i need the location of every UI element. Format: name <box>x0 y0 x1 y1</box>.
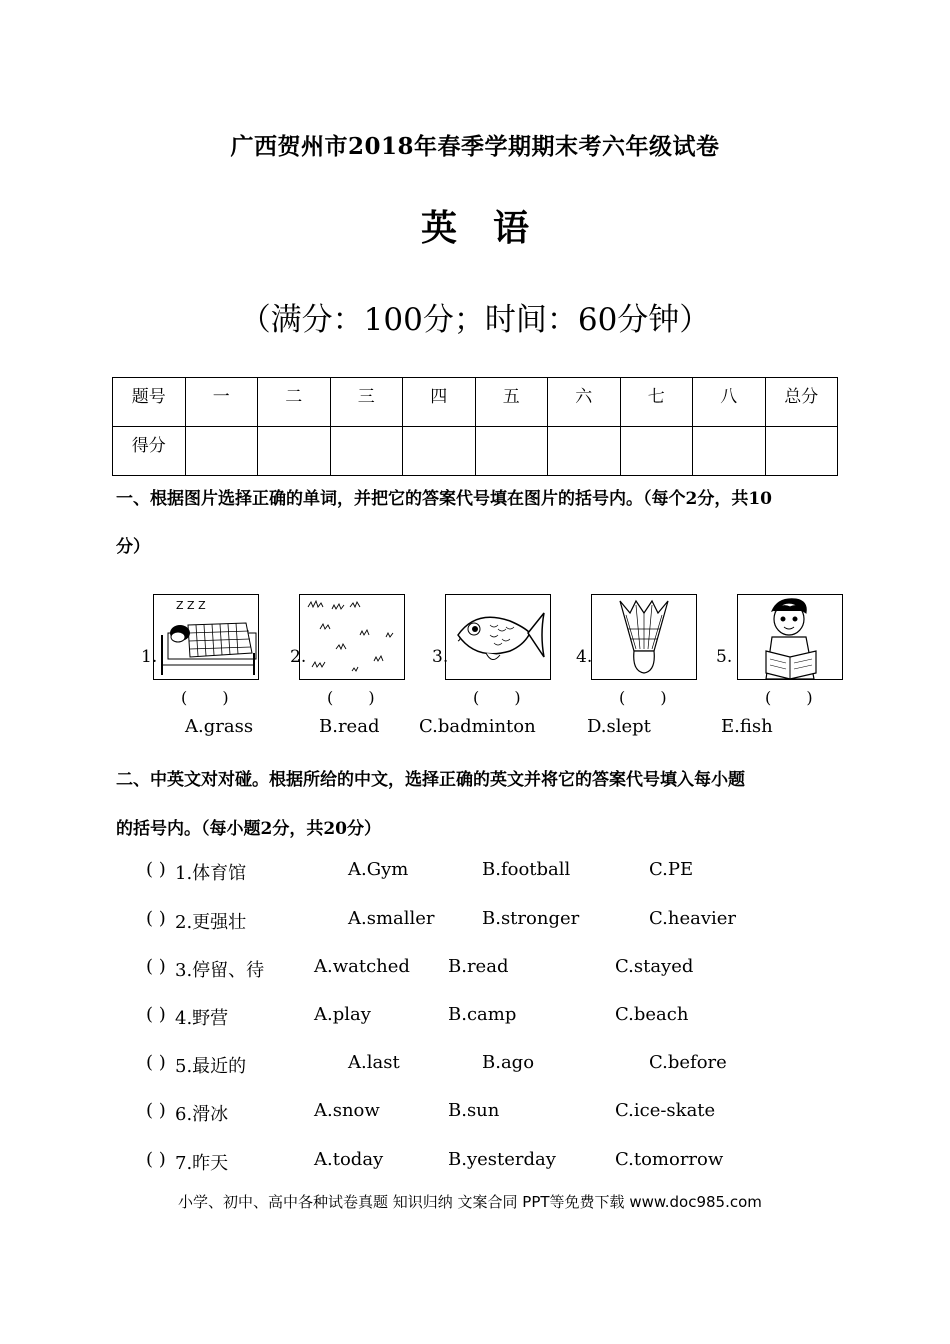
question-text: 4.野营 <box>175 1008 229 1029</box>
answer-bracket[interactable]: ( ) <box>146 1004 166 1025</box>
score-cell: 一 <box>185 378 258 427</box>
choice-a: A.snow <box>314 1100 380 1121</box>
choice-b: B.ago <box>482 1052 535 1073</box>
answer-bracket[interactable]: ( ) <box>619 688 667 707</box>
picture-number: 1. <box>141 647 158 667</box>
answer-bracket[interactable]: ( ) <box>765 688 813 707</box>
section2-heading-cont: 的括号内。（每小题2分，共20分） <box>116 819 381 839</box>
choice-c: C.PE <box>649 859 694 880</box>
section2-heading: 二、中英文对对碰。根据所给的中文，选择正确的英文并将它的答案代号填入每小题 <box>116 770 745 790</box>
choice-a: A.Gym <box>348 859 409 880</box>
option-c: C.badminton <box>419 716 536 737</box>
answer-bracket[interactable]: ( ) <box>181 688 229 707</box>
choice-b: B.yesterday <box>448 1149 556 1170</box>
picture-number: 3. <box>432 647 449 667</box>
picture-shuttlecock <box>591 594 697 680</box>
picture-reading <box>737 594 843 680</box>
score-cell: 三 <box>330 378 403 427</box>
score-cell: 八 <box>693 378 766 427</box>
score-cell: 四 <box>403 378 476 427</box>
score-cell: 题号 <box>113 378 186 427</box>
picture-number: 5. <box>716 647 733 667</box>
choice-c: C.beach <box>615 1004 689 1025</box>
choice-c: C.before <box>649 1052 727 1073</box>
question-text: 2.更强壮 <box>175 912 247 933</box>
answer-bracket[interactable]: ( ) <box>146 1100 166 1121</box>
question-text: 1.体育馆 <box>175 863 247 884</box>
answer-bracket[interactable]: ( ) <box>146 859 166 880</box>
answer-bracket[interactable]: ( ) <box>146 908 166 929</box>
choice-c: C.heavier <box>649 908 737 929</box>
score-cell: 得分 <box>113 427 186 476</box>
section1-heading: 一、根据图片选择正确的单词，并把它的答案代号填在图片的括号内。（每个2分，共10 <box>116 489 772 509</box>
choice-c: C.ice-skate <box>615 1100 716 1121</box>
choice-a: A.play <box>314 1004 371 1025</box>
option-a: A.grass <box>185 716 254 737</box>
score-input-cell[interactable] <box>765 427 838 476</box>
score-input-cell[interactable] <box>258 427 331 476</box>
score-input-cell[interactable] <box>548 427 621 476</box>
choice-c: C.tomorrow <box>615 1149 724 1170</box>
answer-bracket[interactable]: ( ) <box>146 1052 166 1073</box>
score-table-score-row <box>113 427 838 476</box>
question-text: 6.滑冰 <box>175 1104 229 1125</box>
picture-grass <box>299 594 405 680</box>
score-cell: 五 <box>475 378 548 427</box>
score-cell: 七 <box>620 378 693 427</box>
score-cell: 二 <box>258 378 331 427</box>
answer-bracket[interactable]: ( ) <box>146 956 166 977</box>
score-cell: 总分 <box>765 378 838 427</box>
option-d: D.slept <box>587 716 651 737</box>
picture-number: 2. <box>290 647 307 667</box>
question-text: 7.昨天 <box>175 1153 229 1174</box>
subject-title: 英语 <box>420 207 565 249</box>
choice-b: B.read <box>448 956 509 977</box>
choice-a: A.smaller <box>348 908 435 929</box>
exam-info: （满分：100分；时间：60分钟） <box>239 302 711 338</box>
choice-a: A.watched <box>314 956 410 977</box>
answer-bracket[interactable]: ( ) <box>327 688 375 707</box>
zzz-text: Z Z Z <box>176 599 206 612</box>
option-b: B.read <box>319 716 380 737</box>
picture-number: 4. <box>576 647 593 667</box>
section1-heading-cont: 分） <box>116 537 150 557</box>
score-table <box>112 377 838 476</box>
score-input-cell[interactable] <box>403 427 476 476</box>
choice-b: B.stronger <box>482 908 580 929</box>
score-input-cell[interactable] <box>693 427 766 476</box>
score-input-cell[interactable] <box>620 427 693 476</box>
footer-text: 小学、初中、高中各种试卷真题 知识归纳 文案合同 PPT等免费下载 www.doc985.com <box>178 1193 762 1211</box>
choice-a: A.today <box>314 1149 384 1170</box>
exam-title: 广西贺州市2018年春季学期期末考六年级试卷 <box>230 133 720 160</box>
choice-c: C.stayed <box>615 956 694 977</box>
score-cell: 六 <box>548 378 621 427</box>
answer-bracket[interactable]: ( ) <box>473 688 521 707</box>
choice-a: A.last <box>348 1052 400 1073</box>
picture-sleeping <box>153 594 259 680</box>
choice-b: B.camp <box>448 1004 517 1025</box>
question-text: 5.最近的 <box>175 1056 247 1077</box>
score-table-header-row <box>113 378 838 427</box>
picture-fish <box>445 594 551 680</box>
score-input-cell[interactable] <box>475 427 548 476</box>
choice-b: B.sun <box>448 1100 500 1121</box>
answer-bracket[interactable]: ( ) <box>146 1149 166 1170</box>
question-text: 3.停留、待 <box>175 960 265 981</box>
score-input-cell[interactable] <box>330 427 403 476</box>
option-e: E.fish <box>721 716 773 737</box>
score-input-cell[interactable] <box>185 427 258 476</box>
choice-b: B.football <box>482 859 571 880</box>
